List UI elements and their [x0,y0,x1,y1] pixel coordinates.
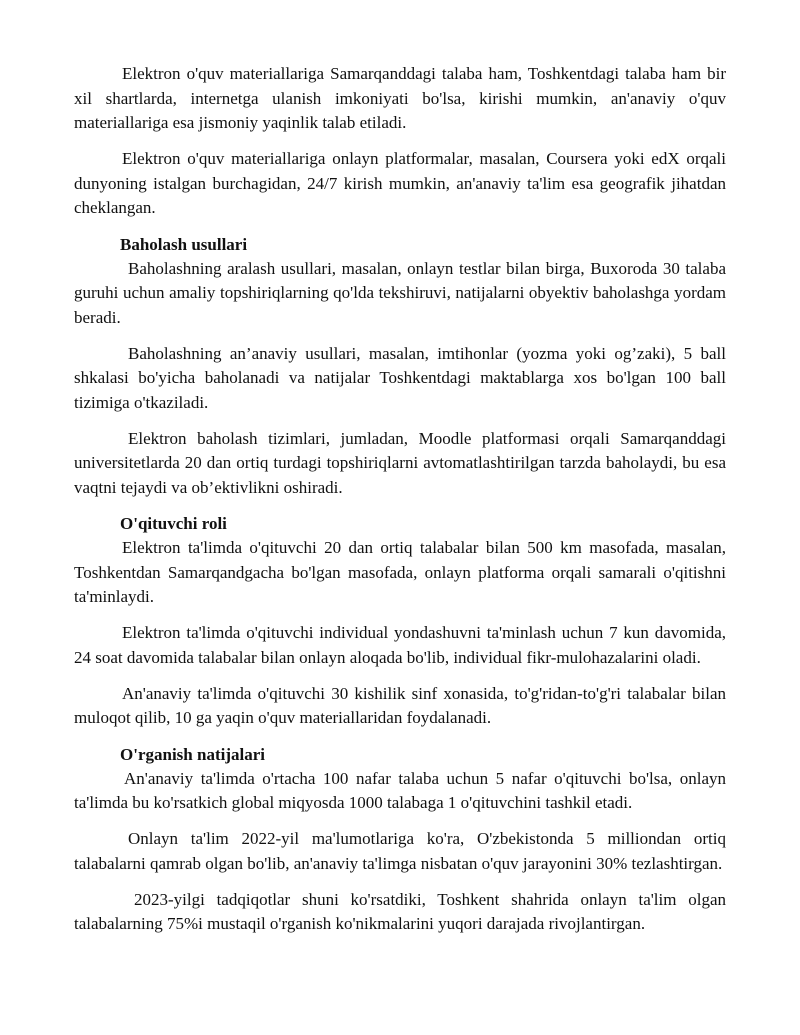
heading-assessment-methods: Baholash usullari [120,234,248,254]
heading-teacher-role: O'qituvchi roli [120,514,227,533]
paragraph-online-reach: Onlayn ta'lim 2022-yil ma'lumotlariga ko'ra, O'zbekistonda 5 milliondan ortiq talabalarni qamrab olgan bo'lib, an'anaviy ta'limga nisbatan o'quv jarayonini 30% tezlashtirgan. [74,829,726,873]
paragraph-classroom-teaching: An'anaviy ta'limda o'qituvchi 30 kishilik sinf xonasida, to'g'ridan-to'g'ri talabalar bilan muloqot qilib, 10 ga yaqin o'quv materiallaridan foydalanadi. [74,683,726,727]
paragraph-online-platforms: Elektron o'quv materiallariga onlayn platformalar, masalan, Coursera yoki edX orqali dunyoning istalgan burchagidan, 24/7 kirish mumkin, an'anaviy ta'lim esa geografik jihatdan cheklangan. [74,149,726,217]
heading-learning-outcomes: O'rganish natijalari [120,744,265,764]
paragraph-electronic-assessment: Elektron baholash tizimlari, jumladan, Moodle platformasi orqali Samarqanddagi universitetlarda 20 dan ortiq turdagi topshiriqlarni avtomatlashtirilgan tarzda baholaydi, bu esa vaqtni tejaydi va ob’ektivlikni oshiradi. [74,428,726,497]
document-page [74,62,726,948]
paragraph-distance-teaching: Elektron ta'limda o'qituvchi 20 dan ortiq talabalar bilan 500 km masofada, masalan, Toshkentdan Samarqandgacha bo'lgan masofada, onlayn platforma orqali samarali o'qitishni ta'minlaydi. [74,538,726,606]
paragraph-research-2023: 2023-yilgi tadqiqotlar shuni ko'rsatdiki, Toshkent shahrida onlayn ta'lim olgan talabalarning 75%i mustaqil o'rganish ko'nikmalarini yuqori darajada rivojlantirgan. [74,889,726,933]
paragraph-traditional-assessment: Baholashning an’anaviy usullari, masalan, imtihonlar (yozma yoki og’zaki), 5 ball shkalasi bo'yicha baholanadi va natijalar Toshkentdagi maktablarga xos bo'lgan 100 ball tizimiga o'tkaziladi. [74,343,726,412]
paragraph-individual-approach: Elektron ta'limda o'qituvchi individual yondashuvni ta'minlash uchun 7 kun davomida, 24 soat davomida talabalar bilan onlayn aloqada bo'lib, individual fikr-mulohazalarini oladi. [74,623,726,667]
paragraph-mixed-assessment: Baholashning aralash usullari, masalan, onlayn testlar bilan birga, Buxoroda 30 talaba guruhi uchun amaliy topshiriqlarning qo'lda tekshiruvi, natijalarni obyektiv baholashga yordam beradi. [74,258,726,327]
paragraph-student-teacher-ratio: An'anaviy ta'limda o'rtacha 100 nafar talaba uchun 5 nafar o'qituvchi bo'lsa, onlayn ta'limda bu ko'rsatkich global miqyosda 1000 talabaga 1 o'qituvchini tashkil etadi. [74,768,726,812]
paragraph-access-equality: Elektron o'quv materiallariga Samarqanddagi talaba ham, Toshkentdagi talaba ham bir xil shartlarda, internetga ulanish imkoniyati bo'lsa, kirishi mumkin, an'anaviy o'quv materiallariga esa jismoniy yaqinlik talab etiladi. [74,64,726,132]
